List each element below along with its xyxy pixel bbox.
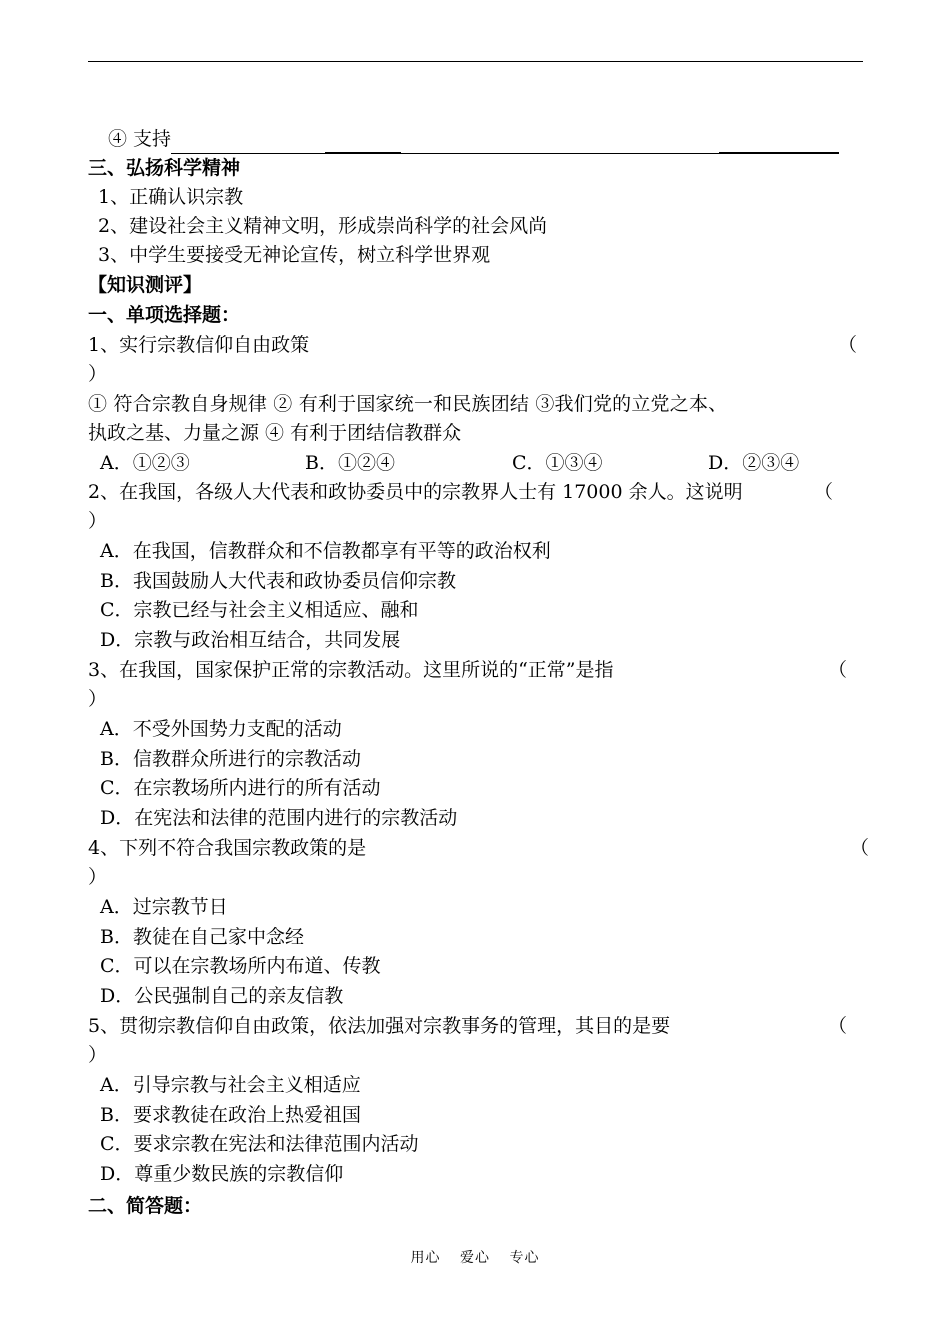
- footer-word-3: 专心: [509, 1250, 540, 1266]
- footer-word-1: 用心: [410, 1250, 441, 1266]
- q5-option-b[interactable]: B．要求教徒在政治上热爱祖国: [100, 1104, 361, 1126]
- q1-paren-open: （: [838, 334, 858, 356]
- q1-choice-d[interactable]: D．②③④: [708, 452, 800, 474]
- q1-stem: 1、实行宗教信仰自由政策: [88, 334, 310, 356]
- q4-paren-close: ）: [88, 866, 108, 888]
- q5-option-c[interactable]: C．要求宗教在宪法和法律范围内活动: [100, 1133, 419, 1155]
- q5-stem: 5、贯彻宗教信仰自由政策，依法加强对宗教事务的管理，其目的是要: [88, 1015, 671, 1037]
- answer-blank-4[interactable]: [719, 130, 839, 154]
- page-footer: [0, 1247, 950, 1267]
- item4-line: [108, 124, 839, 154]
- q3-paren-close: ）: [88, 688, 108, 710]
- q4-option-b[interactable]: B．教徒在自己家中念经: [100, 926, 304, 948]
- q3-paren-open: （: [828, 659, 848, 681]
- q2-paren-open: （: [814, 481, 834, 503]
- q3-option-d[interactable]: D．在宪法和法律的范围内进行的宗教活动: [100, 807, 458, 829]
- q3-option-b[interactable]: B．信教群众所进行的宗教活动: [100, 748, 361, 770]
- q1-choice-c[interactable]: C．①③④: [512, 452, 603, 474]
- q2-stem: 2、在我国，各级人大代表和政协委员中的宗教界人士有 17000 余人。这说明: [88, 481, 743, 503]
- section3-point-2: 2、建设社会主义精神文明，形成崇尚科学的社会风尚: [98, 215, 548, 237]
- item4-label: ④ 支持: [108, 128, 172, 150]
- footer-word-2: 爱心: [460, 1250, 490, 1266]
- q5-paren-close: ）: [88, 1044, 108, 1066]
- section3-title: 三、弘扬科学精神: [88, 157, 241, 179]
- q1-choice-b[interactable]: B．①②④: [305, 452, 395, 474]
- answer-blank-1[interactable]: [171, 131, 325, 154]
- q2-paren-close: ）: [88, 510, 108, 532]
- q1-statements-line2: 执政之基、力量之源 ④ 有利于团结信教群众: [88, 422, 462, 444]
- section3-point-1: 1、正确认识宗教: [98, 186, 244, 208]
- q4-option-c[interactable]: C．可以在宗教场所内布道、传教: [100, 955, 381, 977]
- q4-option-d[interactable]: D．公民强制自己的亲友信教: [100, 985, 344, 1007]
- part2-heading: 二、简答题：: [88, 1195, 203, 1217]
- header-rule: [88, 61, 863, 62]
- q3-option-a[interactable]: A．不受外国势力支配的活动: [100, 718, 342, 740]
- q3-stem: 3、在我国，国家保护正常的宗教活动。这里所说的“正常”是指: [88, 659, 614, 681]
- answer-blank-2[interactable]: [325, 130, 401, 154]
- q4-stem: 4、下列不符合我国宗教政策的是: [88, 837, 367, 859]
- q2-option-b[interactable]: B．我国鼓励人大代表和政协委员信仰宗教: [100, 570, 456, 592]
- q2-option-d[interactable]: D．宗教与政治相互结合，共同发展: [100, 629, 401, 651]
- section3-point-3: 3、中学生要接受无神论宣传，树立科学世界观: [98, 244, 491, 266]
- q2-option-a[interactable]: A．在我国，信教群众和不信教都享有平等的政治权利: [100, 540, 551, 562]
- q3-option-c[interactable]: C．在宗教场所内进行的所有活动: [100, 777, 381, 799]
- q5-paren-open: （: [828, 1015, 848, 1037]
- q5-option-d[interactable]: D．尊重少数民族的宗教信仰: [100, 1163, 344, 1185]
- answer-blank-3[interactable]: [401, 131, 719, 154]
- q2-option-c[interactable]: C．宗教已经与社会主义相适应、融和: [100, 599, 419, 621]
- q1-statements-line1: ① 符合宗教自身规律 ② 有利于国家统一和民族团结 ③我们党的立党之本、: [88, 393, 728, 415]
- q5-option-a[interactable]: A．引导宗教与社会主义相适应: [100, 1074, 361, 1096]
- q1-choice-a[interactable]: A．①②③: [100, 452, 190, 474]
- q1-paren-close: ）: [88, 363, 108, 385]
- quiz-heading: 【知识测评】: [88, 274, 203, 296]
- q4-paren-open: （: [850, 837, 870, 859]
- part1-heading: 一、单项选择题：: [88, 304, 241, 326]
- q4-option-a[interactable]: A．过宗教节日: [100, 896, 228, 918]
